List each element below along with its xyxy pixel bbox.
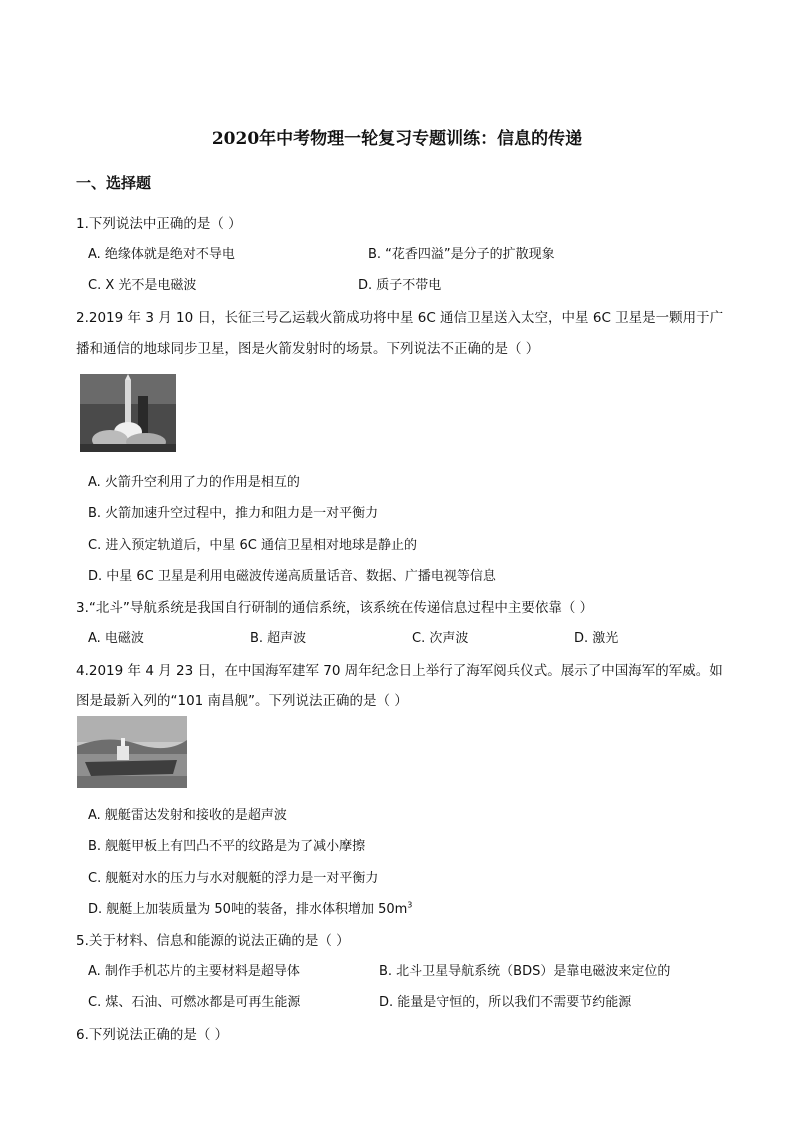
question-3-stem: 3.“北斗”导航系统是我国自行研制的通信系统，该系统在传递信息过程中主要依靠（ ） xyxy=(76,600,594,616)
question-2-stem-line1: 2.2019 年 3 月 10 日，长征三号乙运载火箭成功将中星 6C 通信卫星送入太空，中星 6C 卫星是一颗用于广 xyxy=(76,310,724,326)
cubic-superscript: 3 xyxy=(407,900,413,910)
question-5-option-d: D. 能量是守恒的，所以我们不需要节约能源 xyxy=(379,995,632,1010)
question-1-option-d: D. 质子不带电 xyxy=(358,278,442,293)
question-2-stem-line2: 播和通信的地球同步卫星，图是火箭发射时的场景。下列说法不正确的是（ ） xyxy=(76,341,540,357)
question-5-option-b: B. 北斗卫星导航系统（BDS）是靠电磁波来定位的 xyxy=(379,964,671,979)
page-title: 2020年中考物理一轮复习专题训练：信息的传递 xyxy=(211,129,583,149)
section-heading: 一、选择题 xyxy=(76,174,152,192)
question-4-stem-line1: 4.2019 年 4 月 23 日，在中国海军建军 70 周年纪念日上举行了海军阅兵仪式。展示了中国海军的军威。如 xyxy=(76,663,723,679)
question-6-stem: 6.下列说法正确的是（ ） xyxy=(76,1027,229,1043)
question-4-option-a: A. 舰艇雷达发射和接收的是超声波 xyxy=(88,808,287,823)
question-1-option-a: A. 绝缘体就是绝对不导电 xyxy=(88,247,235,262)
question-3-option-b: B. 超声波 xyxy=(250,631,307,646)
question-2-option-d: D. 中星 6C 卫星是利用电磁波传递高质量话音、数据、广播电视等信息 xyxy=(88,569,496,584)
question-2-option-b: B. 火箭加速升空过程中，推力和阻力是一对平衡力 xyxy=(88,506,379,521)
question-5-option-a: A. 制作手机芯片的主要材料是超导体 xyxy=(88,964,300,979)
warship-image xyxy=(77,716,187,788)
question-5-stem: 5.关于材料、信息和能源的说法正确的是（ ） xyxy=(76,933,350,949)
question-3-option-a: A. 电磁波 xyxy=(88,631,144,646)
question-1-stem: 1.下列说法中正确的是（ ） xyxy=(76,216,242,232)
question-5-option-c: C. 煤、石油、可燃冰都是可再生能源 xyxy=(88,995,301,1010)
question-1-option-c: C. X 光不是电磁波 xyxy=(88,278,197,293)
question-3-option-c: C. 次声波 xyxy=(412,631,469,646)
question-4-option-d-text: D. 舰艇上加装质量为 50吨的装备，排水体积增加 50m xyxy=(88,902,408,917)
question-4-option-d xyxy=(88,898,412,917)
question-2-option-c: C. 进入预定轨道后，中星 6C 通信卫星相对地球是静止的 xyxy=(88,538,417,553)
question-3-option-d: D. 激光 xyxy=(574,631,619,646)
question-1-option-b: B. “花香四溢”是分子的扩散现象 xyxy=(368,247,555,262)
question-4-option-c: C. 舰艇对水的压力与水对舰艇的浮力是一对平衡力 xyxy=(88,871,379,886)
question-4-stem-line2: 图是最新入列的“101 南昌舰”。下列说法正确的是（ ） xyxy=(76,693,408,709)
rocket-launch-image xyxy=(80,374,176,452)
question-4-option-b: B. 舰艇甲板上有凹凸不平的纹路是为了减小摩擦 xyxy=(88,839,366,854)
question-2-option-a: A. 火箭升空利用了力的作用是相互的 xyxy=(88,475,300,490)
